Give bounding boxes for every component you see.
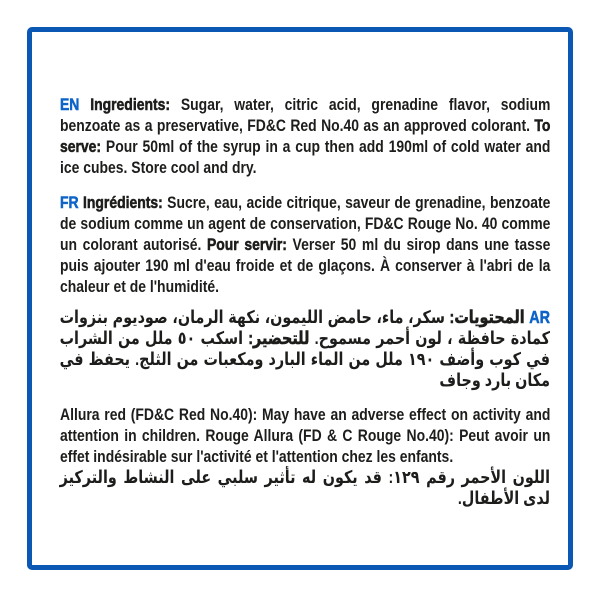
warning-paragraph-latin: Allura red (FD&C Red No.40): May have an adverse effect on activity and attention in children. Rouge Allura (FD & C Rouge No.40): Peut avoir un effet indésirable sur l'activité et l'attention chez les enfants. — [60, 405, 551, 466]
language-tag-fr: FR — [60, 193, 79, 212]
to-serve-label-en: To serve: — [60, 116, 551, 156]
ingredients-fr-paragraph — [60, 192, 550, 297]
warning-paragraph-arabic: اللون الأحمر رقم ١٢٩: قد يكون له تأثير سلبي على النشاط والتركيز لدى الأطفال. — [59, 467, 550, 508]
language-tag-en: EN — [60, 95, 80, 114]
language-tag-ar: AR — [529, 307, 550, 327]
label-content — [60, 94, 550, 509]
preparation-label-ar: للتحضير: — [248, 328, 310, 348]
serving-text-fr: Verser 50 ml du sirop dans une tasse puis ajouter 190 ml d'eau froide et de glaçons. À conserver à l'abri de la chaleur et de l'humidité. — [60, 235, 551, 296]
ingredients-label-ar: المحتويات: — [449, 307, 525, 327]
ingredients-en-paragraph — [60, 94, 550, 178]
serving-text-en: Pour 50ml of the syrup in a cup then add 190ml of cold water and ice cubes. Store cool and dry. — [60, 137, 551, 177]
ingredients-text-fr: Sucre, eau, acide citrique, saveur de grenadine, benzoate de sodium comme un agent de conservation, FD&C Rouge No. 40 comme un colorant autorisé. — [60, 193, 551, 254]
ingredients-ar-paragraph — [60, 307, 550, 391]
pour-servir-label-fr: Pour servir: — [206, 235, 287, 254]
ingredients-text-ar: سكر، ماء، حامض الليمون، نكهة الرمان، صوديوم بنزوات كمادة حافظة ، لون أحمر مسموح. — [59, 307, 550, 348]
ingredients-text-en: Sugar, water, citric acid, grenadine flavor, sodium benzoate as a preservative, FD&C Red No.40 as an approved colorant. — [60, 95, 551, 135]
preparation-text-ar: اسكب ٥٠ ملل من الشراب في كوب وأضف ١٩٠ ملل من الماء البارد ومكعبات من الثلج. يحفظ في مكان بارد وجاف — [59, 328, 550, 390]
label-panel — [27, 27, 573, 570]
ingredients-label-fr: Ingrédients: — [82, 193, 163, 212]
ingredients-label-en: Ingredients: — [90, 95, 171, 114]
